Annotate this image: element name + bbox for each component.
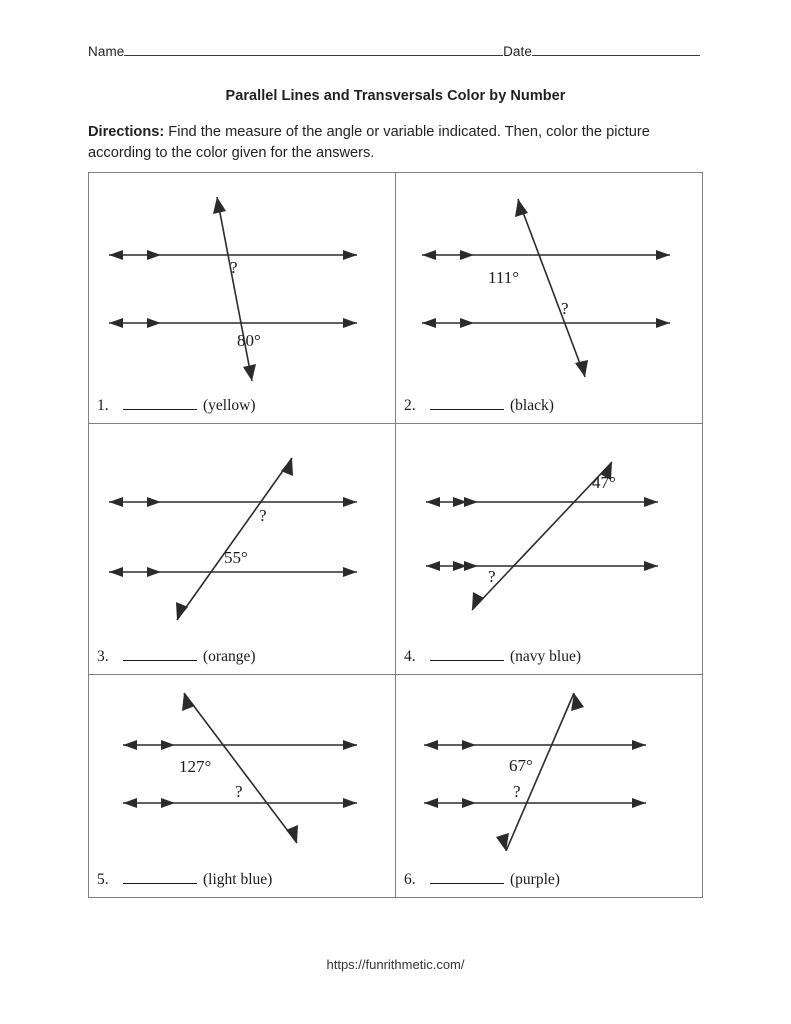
arrowhead-left-bottom — [109, 567, 123, 577]
problem-cell-4 — [396, 424, 703, 675]
given-angle-label-2: 111° — [488, 268, 520, 287]
transversal-line — [472, 462, 612, 610]
problem-5-body — [89, 675, 395, 897]
footer-url[interactable]: https://funrithmetic.com/ — [326, 957, 465, 972]
answer-row-6 — [404, 870, 560, 889]
problem-cell-3 — [89, 424, 396, 675]
answer-blank-5[interactable] — [123, 870, 197, 884]
arrowhead-transversal-up — [182, 693, 195, 711]
answer-color-1: (yellow) — [203, 397, 256, 414]
answer-color-2: (black) — [510, 397, 554, 414]
problem-grid — [88, 172, 703, 898]
unknown-angle-label-4: ? — [488, 567, 496, 586]
arrowhead-left-top — [109, 250, 123, 260]
answer-row-2 — [404, 396, 554, 415]
arrowhead-left-top — [424, 740, 438, 750]
arrowhead-right-top — [343, 740, 357, 750]
arrowhead-right-top — [632, 740, 646, 750]
arrowhead-left-top — [422, 250, 436, 260]
tick-arrow-top-1 — [147, 250, 161, 260]
tick-arrow-top-1 — [161, 740, 175, 750]
date-write-in-rule[interactable] — [532, 44, 700, 56]
unknown-angle-label-6: ? — [513, 782, 521, 801]
arrowhead-right-bottom — [632, 798, 646, 808]
answer-blank-3[interactable] — [123, 647, 197, 661]
tick-arrow-top-1 — [462, 740, 476, 750]
problem-cell-2 — [396, 173, 703, 424]
tick-arrow-bottom-1 — [147, 318, 161, 328]
arrowhead-left-bottom — [422, 318, 436, 328]
problem-4-diagram — [396, 424, 702, 646]
problem-number-3: 3. — [97, 648, 109, 665]
grid-row-1 — [89, 173, 703, 424]
problem-2-body — [396, 173, 702, 423]
arrowhead-right-top — [644, 497, 658, 507]
answer-color-6: (purple) — [510, 871, 560, 888]
answer-color-3: (orange) — [203, 648, 256, 665]
problem-1-diagram — [89, 173, 395, 395]
problem-cell-6 — [396, 675, 703, 898]
arrowhead-right-top — [343, 497, 357, 507]
arrowhead-left-bottom — [424, 798, 438, 808]
problem-6-body — [396, 675, 702, 897]
tick-arrow-top-2 — [464, 497, 478, 507]
transversal-line — [518, 199, 585, 377]
problem-2-diagram — [396, 173, 702, 395]
directions-prefix: Directions: — [88, 124, 165, 140]
arrowhead-left-top — [426, 497, 440, 507]
arrowhead-right-top — [343, 250, 357, 260]
tick-arrow-top-1 — [460, 250, 474, 260]
arrowhead-transversal-down — [176, 602, 188, 620]
arrowhead-right-bottom — [343, 318, 357, 328]
problem-number-4: 4. — [404, 648, 416, 665]
page-title: Parallel Lines and Transversals Color by Number — [225, 88, 566, 104]
tick-arrow-bottom-1 — [462, 798, 476, 808]
arrowhead-right-bottom — [343, 567, 357, 577]
answer-blank-6[interactable] — [430, 870, 504, 884]
name-write-in-rule[interactable] — [124, 44, 503, 56]
answer-row-3 — [97, 647, 256, 666]
date-label: Date — [503, 44, 532, 59]
directions-text: Find the measure of the angle or variable indicated. Then, color the picture according to the color given for the answers. — [88, 124, 650, 161]
answer-color-4: (navy blue) — [510, 648, 582, 665]
tick-arrow-bottom-1 — [147, 567, 161, 577]
arrowhead-transversal-down — [243, 364, 256, 381]
name-label: Name — [88, 44, 125, 59]
arrowhead-transversal-down — [575, 360, 588, 377]
arrowhead-right-bottom — [656, 318, 670, 328]
answer-row-4 — [404, 647, 581, 666]
arrowhead-right-bottom — [343, 798, 357, 808]
problem-3-diagram — [89, 424, 395, 646]
answer-blank-2[interactable] — [430, 396, 504, 410]
tick-arrow-bottom-1 — [460, 318, 474, 328]
answer-row-1 — [97, 396, 256, 415]
answer-color-5: (light blue) — [203, 871, 273, 888]
problem-6-diagram — [396, 675, 702, 871]
answer-row-5 — [97, 870, 272, 889]
arrowhead-transversal-down — [286, 825, 298, 843]
arrowhead-transversal-up — [281, 458, 293, 476]
problem-number-1: 1. — [97, 397, 109, 414]
arrowhead-transversal-up — [213, 197, 226, 214]
transversal-line — [217, 197, 252, 381]
given-angle-label-4: 47° — [592, 473, 616, 492]
given-angle-label-5: 127° — [179, 757, 212, 776]
unknown-angle-label-1: ? — [230, 258, 238, 277]
transversal-line — [177, 458, 292, 620]
grid-row-3 — [89, 675, 703, 898]
arrowhead-left-top — [123, 740, 137, 750]
given-angle-label-1: 80° — [237, 331, 261, 350]
name-date-row — [88, 44, 700, 59]
problem-4-body — [396, 424, 702, 674]
unknown-angle-label-5: ? — [235, 782, 243, 801]
arrowhead-right-bottom — [644, 561, 658, 571]
arrowhead-left-bottom — [426, 561, 440, 571]
tick-arrow-bottom-2 — [464, 561, 478, 571]
arrowhead-right-top — [656, 250, 670, 260]
grid-row-2 — [89, 424, 703, 675]
given-angle-label-3: 55° — [224, 548, 248, 567]
arrowhead-left-bottom — [123, 798, 137, 808]
problem-cell-5 — [89, 675, 396, 898]
directions — [88, 122, 706, 163]
given-angle-label-6: 67° — [509, 756, 533, 775]
problem-cell-1 — [89, 173, 396, 424]
arrowhead-transversal-up — [515, 199, 528, 217]
answer-blank-1[interactable] — [123, 396, 197, 410]
problem-3-body — [89, 424, 395, 674]
problem-1-body — [89, 173, 395, 423]
problem-number-2: 2. — [404, 397, 416, 414]
arrowhead-left-top — [109, 497, 123, 507]
unknown-angle-label-3: ? — [259, 506, 267, 525]
answer-blank-4[interactable] — [430, 647, 504, 661]
arrowhead-left-bottom — [109, 318, 123, 328]
arrowhead-transversal-down — [472, 592, 484, 610]
problem-number-5: 5. — [97, 871, 109, 888]
problem-5-diagram — [89, 675, 395, 871]
problem-number-6: 6. — [404, 871, 416, 888]
tick-arrow-top-1 — [147, 497, 161, 507]
unknown-angle-label-2: ? — [561, 299, 569, 318]
tick-arrow-bottom-1 — [161, 798, 175, 808]
